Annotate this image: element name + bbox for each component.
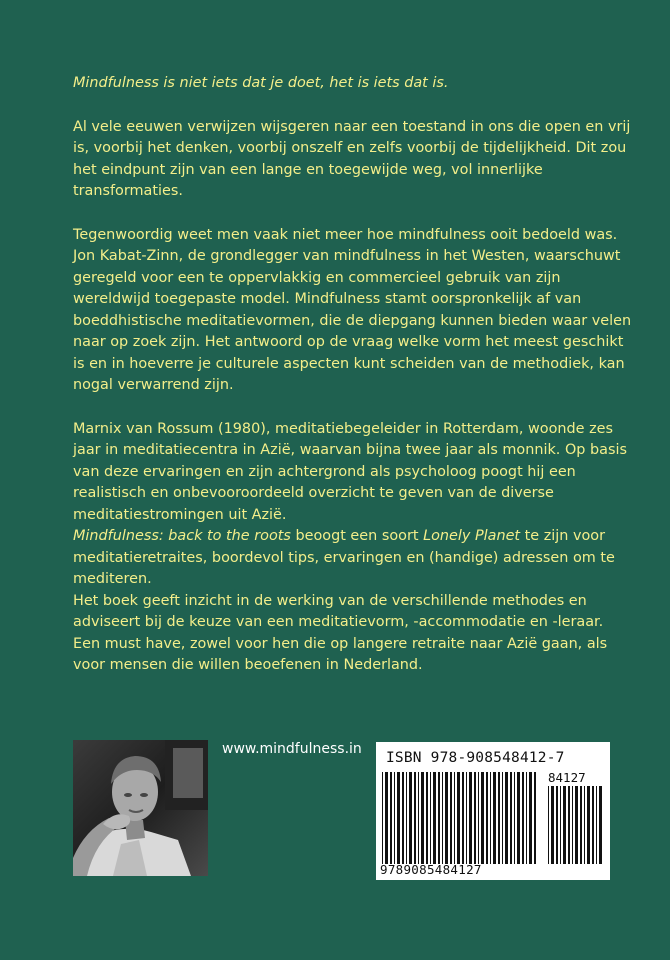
blurb-paragraph-3: Marnix van Rossum (1980), meditatiebegeleider in Rotterdam, woonde zes jaar in meditatiecentra in Azië, waarvan bijna twee jaar als monnik. Op basis van deze ervaringen en zijn achtergrond als psycholoog poogt hij een realistisch en onbevooroordeeld overzicht te geven van de diverse meditatiestromingen uit Azië.: [73, 420, 627, 523]
barcode-bar: [445, 772, 448, 864]
barcode-bar: [599, 786, 602, 864]
author-photo: [73, 740, 208, 876]
addon-digits: 84127: [548, 770, 586, 785]
barcode-bar: [481, 772, 484, 864]
barcode-bar: [450, 772, 452, 864]
barcode-bar: [426, 772, 428, 864]
barcode-bar: [382, 772, 383, 864]
barcode-bar: [397, 772, 400, 864]
barcode-bar: [394, 772, 395, 864]
barcode-bar: [430, 772, 431, 864]
ean-digits: 9789085484127: [380, 862, 482, 877]
barcode-bar: [474, 772, 476, 864]
barcode-bar: [534, 772, 536, 864]
barcode-bar: [390, 772, 392, 864]
barcode-bar: [438, 772, 440, 864]
barcode-bar: [584, 786, 585, 864]
barcode-bar: [510, 772, 512, 864]
barcode-bar: [490, 772, 491, 864]
barcode-bar: [462, 772, 464, 864]
barcode-bar: [592, 786, 594, 864]
barcode-bar: [568, 786, 570, 864]
website-link[interactable]: www.mindfulness.in: [222, 741, 362, 757]
barcode-bar: [421, 772, 424, 864]
barcode-bar: [409, 772, 412, 864]
travel-guide-name: Lonely Planet: [423, 528, 521, 544]
barcode-bar: [560, 786, 561, 864]
barcode-bar: [548, 786, 549, 864]
blurb: [73, 73, 633, 677]
barcode-bar: [493, 772, 496, 864]
blurb-paragraph-2: Tegenwoordig weet men vaak niet meer hoe mindfulness ooit bedoeld was. Jon Kabat-Zinn, de grondlegger van mindfulness in het Westen, waarschuwt geregeld voor een te oppervlakkig en commercieel gebruik van zijn wereldwijd toegepaste model. Mindfulness stamt oorspronkelijk af van boeddhistische meditatievormen, die de diepgang kunnen bieden waar velen naar op zoek zijn. Het antwoord op de vraag welke vorm het meest geschikt is en in hoeverre je culturele aspecten kunt scheiden van de methodiek, kan nogal verwarrend zijn.: [73, 226, 632, 393]
barcode-bar: [517, 772, 520, 864]
barcode-bars: [376, 742, 610, 880]
barcode-bar: [587, 786, 590, 864]
barcode-bar: [529, 772, 532, 864]
barcode-bar: [402, 772, 404, 864]
barcode-bar: [466, 772, 467, 864]
barcode-bar: [572, 786, 573, 864]
barcode-bar: [385, 772, 388, 864]
barcode-bar: [596, 786, 597, 864]
author-portrait-image: [73, 740, 208, 876]
barcode-bar: [580, 786, 582, 864]
blurb-paragraph-1: Al vele eeuwen verwijzen wijsgeren naar een toestand in ons die open en vrij is, voorbij het denken, voorbij onszelf en zelfs voorbij de tijdelijkheid. Dit zou het eindpunt zijn van een lange en toegewijde weg, vol innerlijke transformaties.: [73, 118, 631, 199]
tagline: Mindfulness is niet iets dat je doet, het is iets dat is.: [73, 75, 449, 91]
barcode-bar: [563, 786, 566, 864]
barcode-bar: [442, 772, 443, 864]
blurb-paragraph-5: Het boek geeft inzicht in de werking van de verschillende methodes en adviseert bij de keuze van een meditatievorm, -accommodatie en -leraar. Een must have, zowel voor hen die op langere retraite naar Azië gaan, als voor mensen die willen beoefenen in Nederland.: [73, 592, 608, 673]
barcode-bar: [457, 772, 460, 864]
isbn-label: ISBN 978-908548412-7: [386, 750, 565, 766]
barcode-bar: [478, 772, 479, 864]
barcode-bar: [514, 772, 515, 864]
isbn-barcode: [376, 742, 610, 880]
barcode-bar: [522, 772, 524, 864]
barcode-bar: [454, 772, 455, 864]
blurb-paragraph-4-mid: beoogt een soort: [290, 528, 424, 544]
barcode-bar: [502, 772, 503, 864]
barcode-bar: [556, 786, 558, 864]
barcode-bar: [414, 772, 416, 864]
barcode-bar: [498, 772, 500, 864]
barcode-bar: [469, 772, 472, 864]
blurb-paragraph-4-end: te zijn voor meditatieretraites, boordevol tips, ervaringen en (handige) adressen om te mediteren.: [73, 528, 615, 587]
barcode-bar: [575, 786, 578, 864]
barcode-bar: [551, 786, 554, 864]
blurb-paragraph-4: [73, 526, 633, 591]
barcode-bar: [526, 772, 527, 864]
barcode-bar: [406, 772, 407, 864]
barcode-bar: [486, 772, 488, 864]
barcode-bar: [433, 772, 436, 864]
barcode-bar: [418, 772, 419, 864]
barcode-bar: [505, 772, 508, 864]
book-title: Mindfulness: back to the roots: [73, 528, 291, 544]
